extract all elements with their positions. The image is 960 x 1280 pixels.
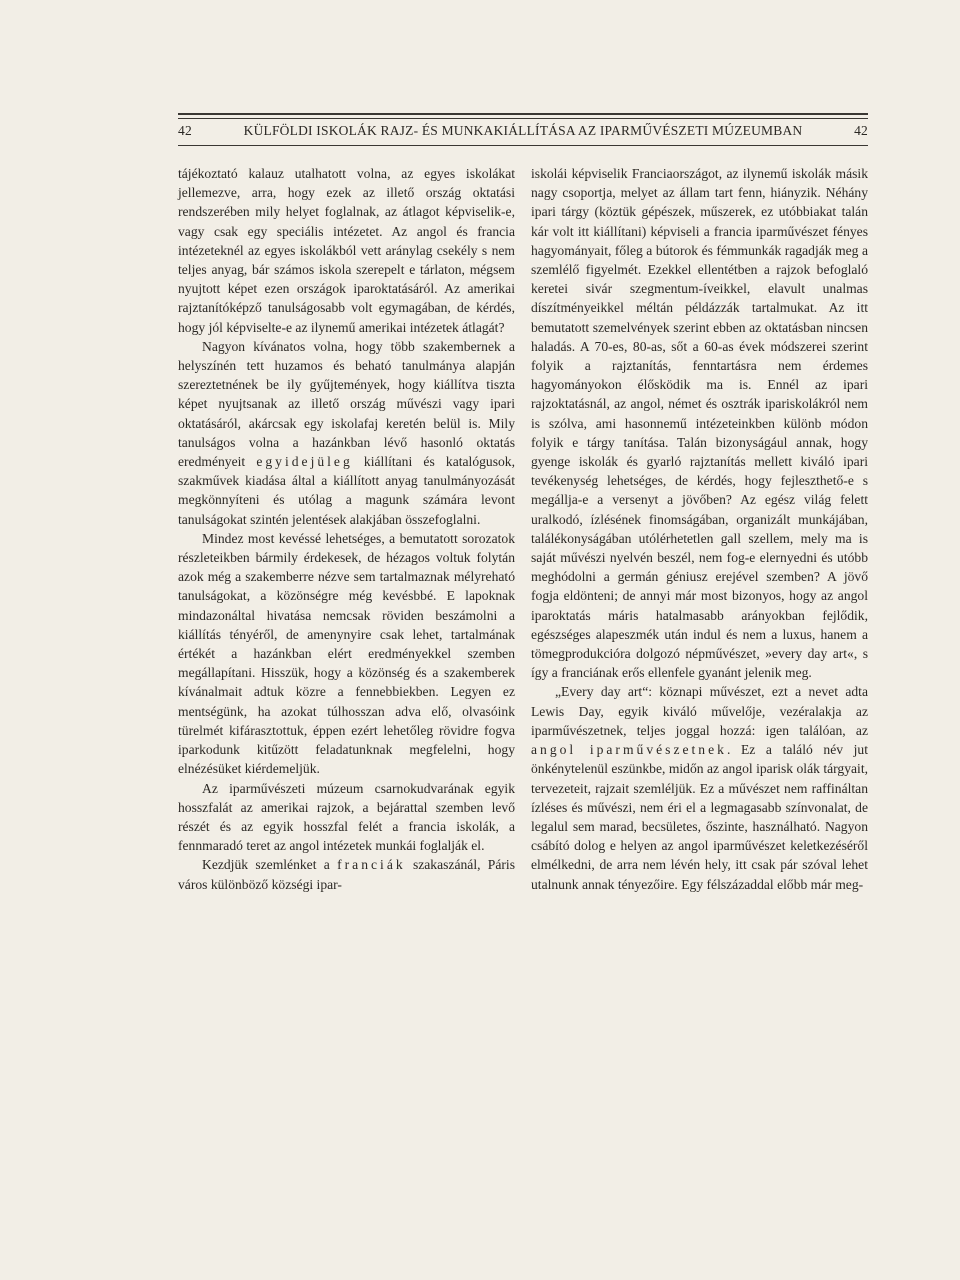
page-number-left: 42 bbox=[178, 123, 192, 138]
text-run: kiállítani és katalógusok, szakművek kiadása által a kiállított anyag tanulmányozását megkönnyíteni és utólag a magunk számára levont tanulságokat szintén jelentések alakjában összefoglalni. bbox=[178, 454, 515, 527]
text-run: szakaszánál, Páris város különböző községi ipar- bbox=[178, 857, 515, 892]
paragraph: iskolái képviselik Franciaországot, az ilynemű iskolák másik nagy csoportja, melyet az állam tart fenn, hiányzik. Néhány ipari tárgy (köztük gépészek, műszerek, ez utóbbiakat talán kár volt itt kiállítani) képviseli a francia iparművészet fényes hagyományait, főleg a bútorok és fémmunkák ragadják meg a szemlélő figyelmét. Ezekkel ellentétben a rajzok befoglaló keretei sivár szegmentum-íveikkel, elavult unalmas díszítményeikkel méltán példázzák tartalmukat. Az itt bemutatott szemelvények szerint ebben az oktatásban nincsen haladás. A 70-es, 80-as, sőt a 60-as évek módszerei szerint folyik a rajztanítás, fenntartásra nem érdemes hagyományokon élősködik ma is. Ennél az ipari rajzoktatásnál, az angol, német és osztrák ipariskolákról nem is szólva, ami hasonnemű intézeteinkben különb módon folyik e tárgy tanítása. Talán bizonyságául annak, hogy gyenge iskolák és gyarló rajztanítás mellett kiváló ipari tevékenység lehetséges, de kérdés, hogy fejleszthető-e s megállja-e a versenyt a jövőben? Az egész világ felett uralkodó, ízlésének finomságában, organizált munkájában, találékonyságában utólérhetetlen gall szellem, mely ma is saját művészi nyelvén beszél, nem fog-e elernyedni és utóbb meghódolni a germán géniusz erejével szemben? A jövő fogja eldönteni; de annyi már most bizonyos, hogy az angol iparoktatás máris hatalmasabb arányokban fejlődik, egészséges alapeszmék után indul és nem a luxus, hanem a tömegprodukcióra dolgozó népművészet, »every day art«, s így a franciának erős ellenfele gyanánt jelenik meg. bbox=[531, 166, 868, 681]
text-run: Nagyon kívánatos volna, hogy több szakembernek a helyszínén tett huzamos és beható tanulmánya alapján szereztetnének be ily gyűjtemények, hogy kiállítva tiszta képet nyujtsanak az illető ország művészi vagy ipari oktatásáról, akárcsak egy iskolafaj keretén belül is. Mily tanulságos volna a hazánkban lévő hasonló oktatás eredményeit bbox=[178, 338, 515, 470]
spaced-emphasis: egyidejüleg bbox=[256, 454, 353, 470]
paragraph: tájékoztató kalauz utalhatott volna, az egyes iskolákat jellemezve, arra, hogy ezek az illető ország oktatási rendszerében mily helyet foglalnak, az átlagot képviselik-e, vagy csak egy speciális intézetet. Az angol és francia intézeteknél az egyes iskolákból vett aránylag csekély s nem teljes anyag, bár számos iskola szerepelt e tárlaton, mégsem nyujtott képet ezen országok iparoktatásáról. Az amerikai rajztanítóképző tanulságosabb volt egymagában, de kérdés, hogy jól képviselte-e az ilynemű amerikai intézetek átlagát? bbox=[178, 166, 515, 335]
spaced-emphasis: franciák bbox=[337, 857, 406, 873]
paragraph: Az iparművészeti múzeum csarnokudvarának egyik hosszfalát az amerikai rajzok, a bejárattal szemben levő részét és az egyik hosszfal felét a francia iskolák, a fennmaradó teret az angol intézetek munkái foglalják el. bbox=[178, 780, 515, 854]
running-title: KÜLFÖLDI ISKOLÁK RAJZ- ÉS MUNKAKIÁLLÍTÁSA AZ IPARMŰVÉSZETI MÚZEUMBAN bbox=[243, 123, 803, 138]
text-run: . Ez a találó név jut önkénytelenül eszünkbe, midőn az angol iparisk olák tárgyait, tervezeteit, rajzait szemléljük. Ez a művészet nem raffináltan ízléses és művészi, nem éri el a legmagasabb színvonalat, de legalul sem marad, becsületes, őszinte, használható. Nagyon csábító dolog e helyen az angol iparművészet keletkezéséről elmélkedni, de arra nem lévén hely, itt csak pár szóval lehet utalnunk annak tényezőire. Egy félszázaddal előbb már meg- bbox=[531, 742, 869, 892]
header-double-rule bbox=[178, 118, 868, 119]
text-run: „Every day art“: köznapi művészet, ezt a nevet adta Lewis Day, egyik kiváló művelője, vezéralakja az iparművészetnek, teljes joggal hozzá: igen találóan, az bbox=[531, 684, 868, 738]
page-number-right: 42 bbox=[854, 123, 868, 138]
paragraph bbox=[178, 855, 515, 893]
paragraph: Mindez most kevéssé lehetséges, a bemutatott sorozatok részleteikben bármily érdekesek, de hézagos voltuk folytán azok még a szakemberre nézve sem tartalmaznak mélyreható tanulságokat, a közönségre még kevésbbé. E lapoknak mindazonáltal hivatása nemcsak röviden beszámolni a kiállítás tényéről, de amenynyire csak lehet, tartalmának értékét a hazánkban elért eredményekkel szemben megállapítani. Hisszük, hogy a közönség és a szakemberek kívánalmait adtuk közre a fennebbiekben. Legyen ez mentségünk, ha azokat túlhosszan adva elő, olvasóink türelmét kifárasztottuk, éppen ezért lehetőleg rövidre fogva iparkodunk kitűzött feladatunknak megfelelni, hogy elnézésüket kiérdemeljük. bbox=[178, 530, 515, 777]
right-column bbox=[531, 164, 868, 894]
paragraph bbox=[531, 682, 868, 893]
left-column bbox=[178, 164, 515, 894]
header-bottom-rule bbox=[178, 145, 868, 146]
spaced-emphasis: angol iparművészetnek bbox=[531, 742, 727, 758]
paragraph bbox=[178, 337, 515, 529]
running-header bbox=[178, 113, 868, 145]
text-run: Kezdjük szemlénket a bbox=[202, 857, 338, 873]
